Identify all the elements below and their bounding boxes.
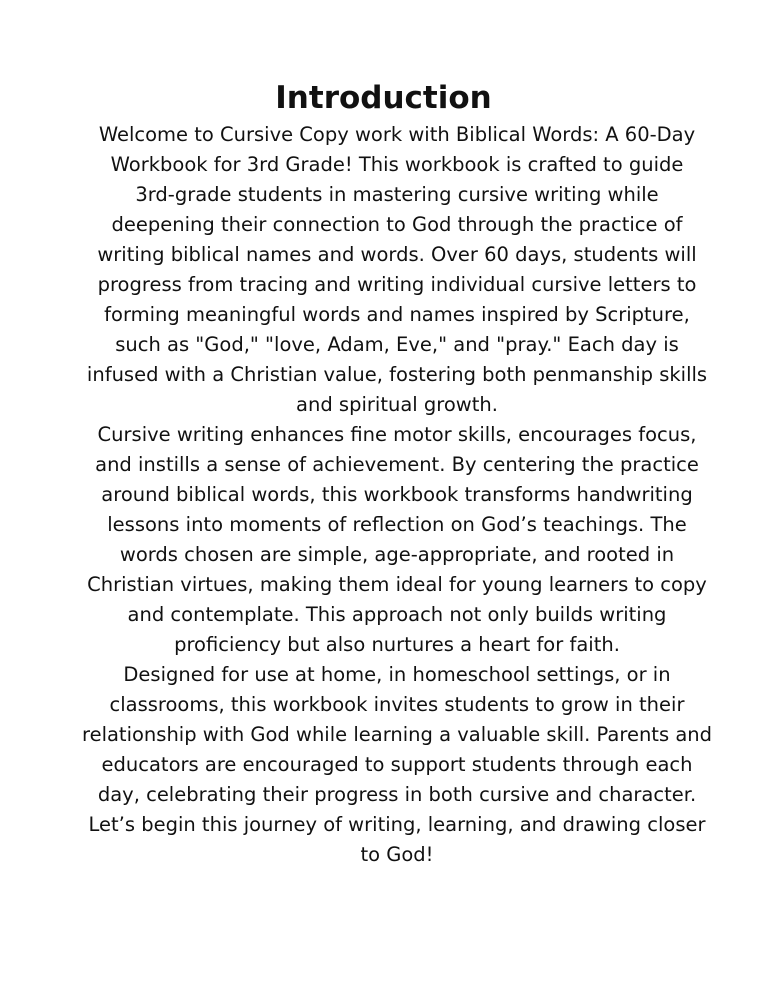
text-line: such as "God," "love, Adam, Eve," and "pray." Each day is [115,333,679,356]
text-line: around biblical words, this workbook transforms handwriting [101,483,693,506]
page-title: Introduction [275,80,492,116]
text-line: 3rd-grade students in mastering cursive writing while [135,183,659,206]
text-line: classrooms, this workbook invites students to grow in their [109,693,685,716]
text-line: and contemplate. This approach not only builds writing [127,603,667,626]
text-line: forming meaningful words and names inspired by Scripture, [104,303,690,326]
text-line: to God! [360,843,434,866]
text-line: infused with a Christian value, fostering both penmanship skills [86,363,708,386]
text-line: Designed for use at home, in homeschool settings, or in [123,663,671,686]
text-line: progress from tracing and writing individual cursive letters to [97,273,697,296]
text-line: relationship with God while learning a valuable skill. Parents and [81,723,713,746]
text-line: Christian virtues, making them ideal for young learners to copy [87,573,707,596]
text-line: writing biblical names and words. Over 60 days, students will [97,243,697,266]
text-line: educators are encouraged to support students through each [101,753,693,776]
text-line: proficiency but also nurtures a heart for faith. [174,633,620,656]
text-line: Let’s begin this journey of writing, learning, and drawing closer [88,813,706,836]
introduction-body [64,120,730,870]
text-line: lessons into moments of reflection on God’s teachings. The [107,513,687,536]
text-line: day, celebrating their progress in both cursive and character. [97,783,697,806]
text-line: and spiritual growth. [296,393,498,416]
text-line: Cursive writing enhances fine motor skills, encourages focus, [97,423,697,446]
text-line: Welcome to Cursive Copy work with Biblical Words: A 60-Day [98,123,696,146]
text-line: words chosen are simple, age-appropriate, and rooted in [119,543,675,566]
text-line: deepening their connection to God through the practice of [111,213,683,236]
text-line: Workbook for 3rd Grade! This workbook is crafted to guide [110,153,684,176]
text-line: and instills a sense of achievement. By centering the practice [95,453,699,476]
